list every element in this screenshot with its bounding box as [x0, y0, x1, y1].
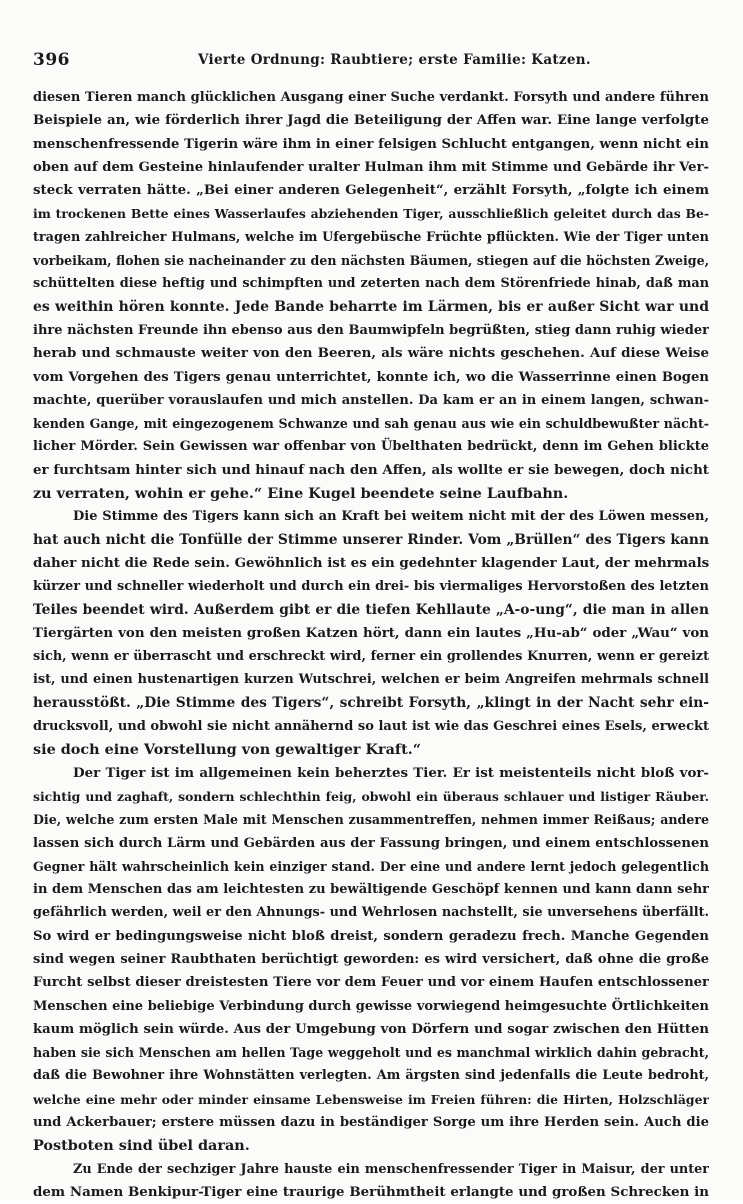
- text-line: daher nicht die Rede sein. Gewöhnlich ist es ein gedehnter klagender Laut, der mehrmals: [33, 554, 709, 571]
- text-line: Teiles beendet wird. Außerdem gibt er die tiefen Kehllaute „A-o-ung“, die man in allen: [33, 601, 709, 618]
- text-line: sichtig und zaghaft, sondern schlechthin feig, obwohl ein überaus schlauer und listiger Räuber.: [33, 788, 709, 804]
- text-line: licher Mörder. Sein Gewissen war offenbar von Übelthaten bedrückt, denn im Gehen blickte: [33, 439, 709, 455]
- text-line: kenden Gange, mit eingezogenem Schwanze und sah genau aus wie ein schuldbewußter nächt-: [33, 416, 709, 432]
- text-line: vorbeikam, flohen sie nacheinander zu den nächsten Bäumen, stiegen auf die höchsten Zweige,: [33, 253, 709, 269]
- text-line: Zu Ende der sechziger Jahre hauste ein menschenfressender Tiger in Maisur, der unter: [73, 1161, 709, 1177]
- text-line: herausstößt. „Die Stimme des Tigers“, schreibt Forsyth, „klingt in der Nacht sehr ein-: [33, 694, 709, 711]
- text-line: zu verraten, wohin er gehe.“ Eine Kugel beendete seine Laufbahn.: [33, 485, 569, 503]
- text-line: Beispiele an, wie förderlich ihrer Jagd die Beteiligung der Affen war. Eine lange verfolgte: [33, 112, 709, 129]
- text-line: Der Tiger ist im allgemeinen kein beherztes Tier. Er ist meistenteils nicht bloß vor-: [73, 764, 709, 781]
- text-line: es weithin hören konnte. Jede Bande beharrte im Lärmen, bis er außer Sicht war und: [33, 298, 709, 315]
- text-line: hat auch nicht die Tonfülle der Stimme unserer Rinder. Vom „Brüllen“ des Tigers kann: [33, 531, 709, 548]
- text-line: Gegner hält wahrscheinlich kein einziger stand. Der eine und andere lernt jedoch gelegentlich: [33, 858, 709, 874]
- text-line: sind wegen seiner Raubthaten berüchtigt geworden: es wird versichert, daß ohne die große: [33, 951, 709, 967]
- text-line: Die Stimme des Tigers kann sich an Kraft bei weitem nicht mit der des Löwen messen,: [73, 509, 709, 525]
- text-line: Furcht selbst dieser dreistesten Tiere vor dem Feuer und vor einem Haufen entschlossener: [33, 975, 709, 991]
- text-line: Tiergärten von den meisten großen Katzen hört, dann ein lautes „Hu-ab“ oder „Wau“ von: [33, 624, 709, 641]
- text-line: im trockenen Bette eines Wasserlaufes abziehenden Tiger, ausschließlich geleitet durch das Be-: [33, 206, 709, 222]
- text-line: vom Vorgehen des Tigers genau unterrichtet, konnte ich, wo die Wasserrinne einen Bogen: [33, 369, 709, 385]
- text-line: steck verraten hätte. „Bei einer anderen Gelegenheit“, erzählt Forsyth, „folgte ich einem: [33, 182, 709, 199]
- text-line: machte, querüber vorauslaufen und mich anstellen. Da kam er an in einem langen, schwan-: [33, 392, 709, 408]
- text-line: gefährlich werden, weil er den Ahnungs- und Wehrlosen nachstellt, sie unversehens überfällt.: [33, 905, 709, 921]
- text-line: haben sie sich Menschen am hellen Tage weggeholt und es manchmal wirklich dahin gebracht,: [33, 1045, 709, 1061]
- page-number: 396: [33, 50, 70, 70]
- text-line: tragen zahlreicher Hulmans, welche im Ufergebüsche Früchte pflückten. Wie der Tiger unten: [33, 229, 709, 245]
- text-line: Postboten sind übel daran.: [33, 1137, 250, 1155]
- text-line: er furchtsam hinter sich und hinauf nach den Affen, als wollte er sie bewegen, doch nicht: [33, 461, 709, 478]
- text-line: sich, wenn er überrascht und erschreckt wird, ferner ein grollendes Knurren, wenn er gereizt: [33, 649, 709, 665]
- text-line: oben auf dem Gesteine hinlaufender uralter Hulman ihm mit Stimme und Gebärde ihr Ver-: [33, 159, 709, 175]
- text-line: welche eine mehr oder minder einsame Lebensweise im Freien führen: die Hirten, Holzschläger: [33, 1091, 709, 1107]
- text-line: ihre nächsten Freunde ihn ebenso aus den Baumwipfeln begrüßten, stieg dann ruhig wieder: [33, 322, 709, 338]
- text-line: ist, und einen hustenartigen kurzen Wutschrei, welchen er beim Angreifen mehrmals schnell: [33, 672, 709, 688]
- text-line: diesen Tieren manch glücklichen Ausgang einer Suche verdankt. Forsyth und andere führen: [33, 90, 709, 105]
- text-line: So wird er bedingungsweise nicht bloß dreist, sondern geradezu frech. Manche Gegenden: [33, 928, 709, 944]
- text-line: in dem Menschen das am leichtesten zu bewältigende Geschöpf kennen und kann dann sehr: [33, 882, 709, 898]
- running-head: Vierte Ordnung: Raubtiere; erste Familie: Katzen.: [198, 52, 591, 68]
- text-line: kaum möglich sein würde. Aus der Umgebung von Dörfern und sogar zwischen den Hütten: [33, 1021, 709, 1037]
- text-line: und Ackerbauer; erstere müssen dazu in beständiger Sorge um ihre Herden sein. Auch die: [33, 1115, 709, 1131]
- text-line: Die, welche zum ersten Male mit Menschen zusammentreffen, nehmen immer Reißaus; andere: [33, 812, 709, 828]
- text-line: herab und schmauste weiter von den Beeren, als wäre nichts geschehen. Auf diese Weise: [33, 345, 709, 362]
- text-line: Menschen eine beliebige Verbindung durch gewisse vorwiegend heimgesuchte Örtlichkeiten: [33, 998, 709, 1014]
- text-line: sie doch eine Vorstellung von gewaltiger Kraft.“: [33, 741, 422, 759]
- text-line: lassen sich durch Lärm und Gebärden aus der Fassung bringen, und einem entschlossenen: [33, 835, 709, 851]
- text-line: menschenfressende Tigerin wäre ihm in einer felsigen Schlucht entgangen, wenn nicht ein: [33, 136, 709, 152]
- text-line: kürzer und schneller wiederholt und durch ein drei- bis viermaliges Hervorstoßen des letzten: [33, 579, 709, 595]
- text-line: daß die Bewohner ihre Wohnstätten verlegten. Am ärgsten sind jedenfalls die Leute bedroht,: [33, 1068, 709, 1084]
- text-line: schüttelten diese heftig und schimpften und zeterten nach dem Störenfriede hinab, daß man: [33, 276, 709, 292]
- page-header: [33, 50, 708, 76]
- text-line: dem Namen Benkipur-Tiger eine traurige Berühmtheit erlangte und großen Schrecken in: [33, 1183, 709, 1200]
- body-text: [33, 86, 709, 1204]
- text-line: drucksvoll, und obwohl sie nicht annähernd so laut ist wie das Geschrei eines Esels, erweckt: [33, 719, 709, 735]
